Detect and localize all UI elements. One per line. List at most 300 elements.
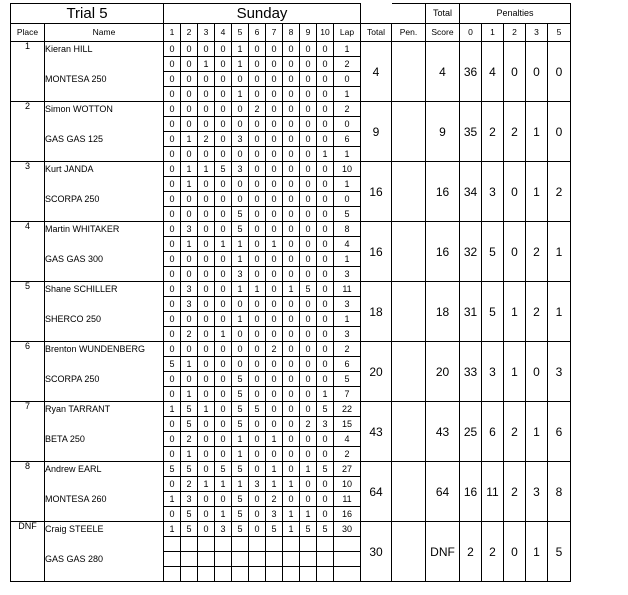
lap-total: 10 <box>334 477 361 492</box>
section-score: 0 <box>215 297 232 312</box>
section-score: 0 <box>215 87 232 102</box>
section-score: 0 <box>266 102 283 117</box>
section-score: 1 <box>164 402 181 417</box>
section-score: 0 <box>198 252 215 267</box>
section-score: 0 <box>266 177 283 192</box>
penalty-count: 0 <box>526 342 548 402</box>
section-score: 0 <box>215 492 232 507</box>
section-score: 0 <box>283 42 300 57</box>
rider-name: Craig STEELE <box>45 524 104 534</box>
section-score: 5 <box>232 207 249 222</box>
section-score: 0 <box>249 132 266 147</box>
section-score: 0 <box>317 297 334 312</box>
section-score: 0 <box>164 192 181 207</box>
section-score <box>198 552 215 567</box>
lap-total: 6 <box>334 132 361 147</box>
blank-cell <box>361 4 392 24</box>
section-score: 1 <box>317 387 334 402</box>
section-score: 0 <box>300 252 317 267</box>
section-score: 0 <box>215 222 232 237</box>
section-score: 0 <box>181 72 198 87</box>
section-score: 1 <box>266 462 283 477</box>
section-score: 1 <box>215 237 232 252</box>
section-score: 0 <box>300 477 317 492</box>
section-score: 0 <box>198 357 215 372</box>
section-score: 5 <box>181 462 198 477</box>
section-score: 5 <box>300 522 317 537</box>
penalty-count: 1 <box>548 222 571 282</box>
section-score: 0 <box>317 447 334 462</box>
rider-total: 16 <box>361 162 392 222</box>
section-score: 0 <box>164 267 181 282</box>
rider-row <box>11 162 571 177</box>
section-score: 1 <box>232 42 249 57</box>
rider-bike: MONTESA 250 <box>45 74 107 84</box>
section-score: 0 <box>249 87 266 102</box>
section-header: 2 <box>181 24 198 42</box>
section-score: 5 <box>164 357 181 372</box>
rider-place: 4 <box>11 222 45 282</box>
section-score: 5 <box>181 522 198 537</box>
section-score: 0 <box>317 117 334 132</box>
section-score: 0 <box>266 447 283 462</box>
rider-name: Brenton WUNDENBERG <box>45 344 146 354</box>
section-score: 1 <box>283 507 300 522</box>
section-score: 0 <box>232 177 249 192</box>
section-score: 0 <box>198 387 215 402</box>
rider-cell <box>45 162 164 222</box>
section-score <box>181 552 198 567</box>
section-score: 3 <box>215 522 232 537</box>
title-row <box>11 4 571 24</box>
total-header: Total <box>361 24 392 42</box>
section-score: 1 <box>215 507 232 522</box>
section-score: 0 <box>164 342 181 357</box>
section-score: 0 <box>164 177 181 192</box>
rider-place: 6 <box>11 342 45 402</box>
section-score: 0 <box>198 207 215 222</box>
rider-pen <box>392 282 426 342</box>
rider-place: 3 <box>11 162 45 222</box>
rider-score: 4 <box>426 42 460 102</box>
section-score: 0 <box>198 192 215 207</box>
section-score: 0 <box>215 192 232 207</box>
section-score: 0 <box>181 117 198 132</box>
lap-total: 30 <box>334 522 361 537</box>
section-score: 0 <box>283 447 300 462</box>
rider-cell <box>45 42 164 102</box>
section-score: 0 <box>283 372 300 387</box>
rider-bike: GAS GAS 280 <box>45 554 104 564</box>
rider-place: 7 <box>11 402 45 462</box>
section-score: 0 <box>164 42 181 57</box>
section-score: 0 <box>317 357 334 372</box>
section-score: 0 <box>317 222 334 237</box>
section-score: 1 <box>181 177 198 192</box>
section-score: 0 <box>198 177 215 192</box>
section-score: 0 <box>215 42 232 57</box>
section-score: 0 <box>181 252 198 267</box>
section-score: 5 <box>232 462 249 477</box>
place-header: Place <box>11 24 45 42</box>
section-score: 0 <box>283 357 300 372</box>
lap-total: 1 <box>334 312 361 327</box>
section-score <box>266 552 283 567</box>
section-score: 2 <box>300 417 317 432</box>
section-score: 0 <box>198 522 215 537</box>
rider-name: Andrew EARL <box>45 464 102 474</box>
section-score: 0 <box>198 462 215 477</box>
section-score: 1 <box>164 492 181 507</box>
rider-pen <box>392 42 426 102</box>
penalties-header: Penalties <box>460 4 571 24</box>
section-score: 0 <box>300 207 317 222</box>
section-score: 0 <box>249 192 266 207</box>
name-header: Name <box>45 24 164 42</box>
section-score: 0 <box>198 312 215 327</box>
section-score: 0 <box>266 162 283 177</box>
section-score: 0 <box>317 282 334 297</box>
section-score: 0 <box>249 72 266 87</box>
penalty-count: 31 <box>460 282 482 342</box>
penalty-count: 1 <box>526 522 548 582</box>
lap-total: 1 <box>334 147 361 162</box>
section-score: 0 <box>215 147 232 162</box>
section-score: 0 <box>249 432 266 447</box>
section-score: 0 <box>317 492 334 507</box>
rider-cell <box>45 222 164 282</box>
section-score: 0 <box>181 147 198 162</box>
section-score: 0 <box>317 87 334 102</box>
section-score: 0 <box>317 237 334 252</box>
rider-pen <box>392 462 426 522</box>
section-score: 0 <box>283 492 300 507</box>
section-score: 1 <box>232 477 249 492</box>
lap-total: 8 <box>334 222 361 237</box>
section-score: 0 <box>317 372 334 387</box>
section-score: 0 <box>198 507 215 522</box>
section-score: 2 <box>198 132 215 147</box>
section-score: 0 <box>181 312 198 327</box>
section-score: 0 <box>198 297 215 312</box>
section-score: 0 <box>164 57 181 72</box>
section-score: 0 <box>266 252 283 267</box>
penalty-count: 1 <box>526 102 548 162</box>
penalty-count: 0 <box>526 42 548 102</box>
section-score: 0 <box>164 282 181 297</box>
section-score: 0 <box>317 42 334 57</box>
section-score: 0 <box>232 192 249 207</box>
section-score <box>266 537 283 552</box>
rider-place: 5 <box>11 282 45 342</box>
section-score: 0 <box>317 432 334 447</box>
section-score: 0 <box>300 147 317 162</box>
section-score: 0 <box>249 507 266 522</box>
section-score <box>198 567 215 582</box>
section-score: 1 <box>266 477 283 492</box>
penalty-count: 2 <box>460 522 482 582</box>
section-score: 1 <box>232 432 249 447</box>
rider-row <box>11 102 571 117</box>
penalty-value-header: 2 <box>504 24 526 42</box>
lap-total: 7 <box>334 387 361 402</box>
lap-total <box>334 567 361 582</box>
section-score: 0 <box>300 447 317 462</box>
rider-bike: GAS GAS 125 <box>45 134 104 144</box>
section-score: 0 <box>266 312 283 327</box>
section-score <box>232 552 249 567</box>
rider-total: 43 <box>361 402 392 462</box>
rider-pen <box>392 102 426 162</box>
section-score: 0 <box>164 207 181 222</box>
rider-name: Ryan TARRANT <box>45 404 111 414</box>
section-score: 0 <box>249 447 266 462</box>
rider-bike: BETA 250 <box>45 434 85 444</box>
section-score: 0 <box>215 342 232 357</box>
section-score: 0 <box>215 387 232 402</box>
section-score: 0 <box>164 327 181 342</box>
penalty-count: 35 <box>460 102 482 162</box>
section-score: 0 <box>215 57 232 72</box>
rider-name: Kurt JANDA <box>45 164 94 174</box>
section-score: 1 <box>198 402 215 417</box>
lap-total: 11 <box>334 282 361 297</box>
section-score: 5 <box>164 462 181 477</box>
section-score: 3 <box>232 162 249 177</box>
section-score: 0 <box>300 117 317 132</box>
section-score: 0 <box>300 57 317 72</box>
section-score: 0 <box>300 432 317 447</box>
section-score: 0 <box>215 177 232 192</box>
penalty-count: 2 <box>482 102 504 162</box>
section-score: 2 <box>249 102 266 117</box>
lap-total: 4 <box>334 432 361 447</box>
section-score: 0 <box>317 252 334 267</box>
lap-total: 1 <box>334 42 361 57</box>
section-score: 0 <box>300 237 317 252</box>
rider-total: 30 <box>361 522 392 582</box>
rider-cell <box>45 462 164 522</box>
section-score <box>283 537 300 552</box>
section-score: 5 <box>232 417 249 432</box>
section-score: 1 <box>232 312 249 327</box>
penalty-count: 6 <box>482 402 504 462</box>
penalty-count: 36 <box>460 42 482 102</box>
section-score: 3 <box>232 267 249 282</box>
section-score: 0 <box>164 447 181 462</box>
section-score: 0 <box>300 312 317 327</box>
section-score: 0 <box>266 222 283 237</box>
section-score: 0 <box>283 192 300 207</box>
section-score: 0 <box>198 492 215 507</box>
section-score: 0 <box>266 87 283 102</box>
section-score: 5 <box>232 402 249 417</box>
section-score: 5 <box>215 462 232 477</box>
section-score: 0 <box>164 147 181 162</box>
section-score: 0 <box>198 432 215 447</box>
section-score <box>232 567 249 582</box>
rider-name: Shane SCHILLER <box>45 284 118 294</box>
section-score: 0 <box>198 222 215 237</box>
penalty-count: 3 <box>482 162 504 222</box>
lap-total: 2 <box>334 57 361 72</box>
section-score: 0 <box>300 297 317 312</box>
section-score <box>249 552 266 567</box>
section-score: 0 <box>232 357 249 372</box>
section-score: 0 <box>317 162 334 177</box>
lap-total: 0 <box>334 72 361 87</box>
section-score: 3 <box>249 477 266 492</box>
section-score: 0 <box>164 222 181 237</box>
section-score: 0 <box>198 447 215 462</box>
section-score: 0 <box>317 192 334 207</box>
section-score: 1 <box>181 162 198 177</box>
lap-total: 4 <box>334 237 361 252</box>
section-score: 0 <box>317 57 334 72</box>
section-score: 0 <box>232 342 249 357</box>
lap-total: 5 <box>334 207 361 222</box>
section-score <box>300 552 317 567</box>
section-score: 5 <box>232 522 249 537</box>
section-score: 1 <box>232 87 249 102</box>
section-score: 0 <box>300 267 317 282</box>
section-score: 3 <box>181 492 198 507</box>
section-score: 1 <box>283 282 300 297</box>
section-score: 2 <box>181 477 198 492</box>
section-score: 0 <box>283 87 300 102</box>
section-score: 0 <box>249 522 266 537</box>
rider-pen <box>392 222 426 282</box>
lap-total: 3 <box>334 267 361 282</box>
rider-place: 2 <box>11 102 45 162</box>
section-score: 0 <box>198 417 215 432</box>
section-score: 1 <box>215 477 232 492</box>
section-score: 5 <box>181 417 198 432</box>
section-score: 0 <box>317 207 334 222</box>
lap-total: 27 <box>334 462 361 477</box>
section-score: 0 <box>181 342 198 357</box>
section-score: 0 <box>164 477 181 492</box>
section-score: 3 <box>266 507 283 522</box>
lap-total: 15 <box>334 417 361 432</box>
section-score <box>317 567 334 582</box>
rider-row <box>11 222 571 237</box>
lap-total: 1 <box>334 252 361 267</box>
results-body <box>11 42 571 582</box>
section-score: 1 <box>317 147 334 162</box>
section-score <box>317 537 334 552</box>
section-score: 0 <box>249 462 266 477</box>
rider-bike: SCORPA 250 <box>45 194 100 204</box>
rider-bike: SCORPA 250 <box>45 374 100 384</box>
rider-row <box>11 462 571 477</box>
section-header: 10 <box>317 24 334 42</box>
section-score: 5 <box>317 522 334 537</box>
lap-total: 5 <box>334 372 361 387</box>
section-score: 0 <box>266 192 283 207</box>
section-score: 1 <box>198 57 215 72</box>
rider-cell <box>45 282 164 342</box>
section-score: 0 <box>317 102 334 117</box>
penalty-count: 2 <box>504 102 526 162</box>
rider-pen <box>392 162 426 222</box>
section-score: 0 <box>198 87 215 102</box>
section-score: 0 <box>249 117 266 132</box>
penalty-count: 2 <box>482 522 504 582</box>
section-score: 0 <box>317 312 334 327</box>
rider-bike: SHERCO 250 <box>45 314 102 324</box>
section-score: 0 <box>249 177 266 192</box>
section-score: 0 <box>283 147 300 162</box>
section-score: 0 <box>232 117 249 132</box>
section-score: 1 <box>232 57 249 72</box>
section-score: 0 <box>164 507 181 522</box>
section-score: 0 <box>215 402 232 417</box>
section-header: 9 <box>300 24 317 42</box>
section-score <box>181 537 198 552</box>
section-score: 0 <box>300 102 317 117</box>
section-score: 0 <box>215 102 232 117</box>
section-score: 5 <box>266 522 283 537</box>
section-score: 0 <box>300 192 317 207</box>
section-score: 1 <box>164 522 181 537</box>
section-score: 0 <box>164 432 181 447</box>
section-score: 0 <box>283 132 300 147</box>
section-score: 0 <box>164 417 181 432</box>
section-score: 2 <box>181 432 198 447</box>
section-score: 0 <box>249 297 266 312</box>
lap-total: 2 <box>334 102 361 117</box>
section-score: 1 <box>283 522 300 537</box>
section-score: 0 <box>317 342 334 357</box>
section-score: 0 <box>283 102 300 117</box>
section-score: 1 <box>181 237 198 252</box>
penalty-count: 0 <box>504 222 526 282</box>
penalty-count: 0 <box>548 102 571 162</box>
section-score: 0 <box>300 357 317 372</box>
lap-total: 3 <box>334 297 361 312</box>
lap-total: 10 <box>334 162 361 177</box>
section-score: 5 <box>232 372 249 387</box>
section-score: 0 <box>317 267 334 282</box>
section-score: 0 <box>283 57 300 72</box>
section-score: 0 <box>266 147 283 162</box>
section-score: 0 <box>232 297 249 312</box>
rider-row <box>11 282 571 297</box>
section-score: 1 <box>266 237 283 252</box>
section-score: 0 <box>283 117 300 132</box>
section-score: 0 <box>300 177 317 192</box>
penalty-value-header: 3 <box>526 24 548 42</box>
rider-score: 16 <box>426 222 460 282</box>
section-score: 2 <box>266 492 283 507</box>
rider-place: 1 <box>11 42 45 102</box>
rider-place: DNF <box>11 522 45 582</box>
section-score: 0 <box>283 237 300 252</box>
section-score: 0 <box>249 357 266 372</box>
section-score: 5 <box>249 402 266 417</box>
section-score: 1 <box>232 447 249 462</box>
section-score: 0 <box>198 72 215 87</box>
penalty-count: 3 <box>482 342 504 402</box>
section-score <box>300 567 317 582</box>
section-header: 1 <box>164 24 181 42</box>
section-score: 0 <box>266 282 283 297</box>
section-score <box>164 552 181 567</box>
lap-header: Lap <box>334 24 361 42</box>
section-score: 0 <box>266 57 283 72</box>
section-score <box>283 567 300 582</box>
